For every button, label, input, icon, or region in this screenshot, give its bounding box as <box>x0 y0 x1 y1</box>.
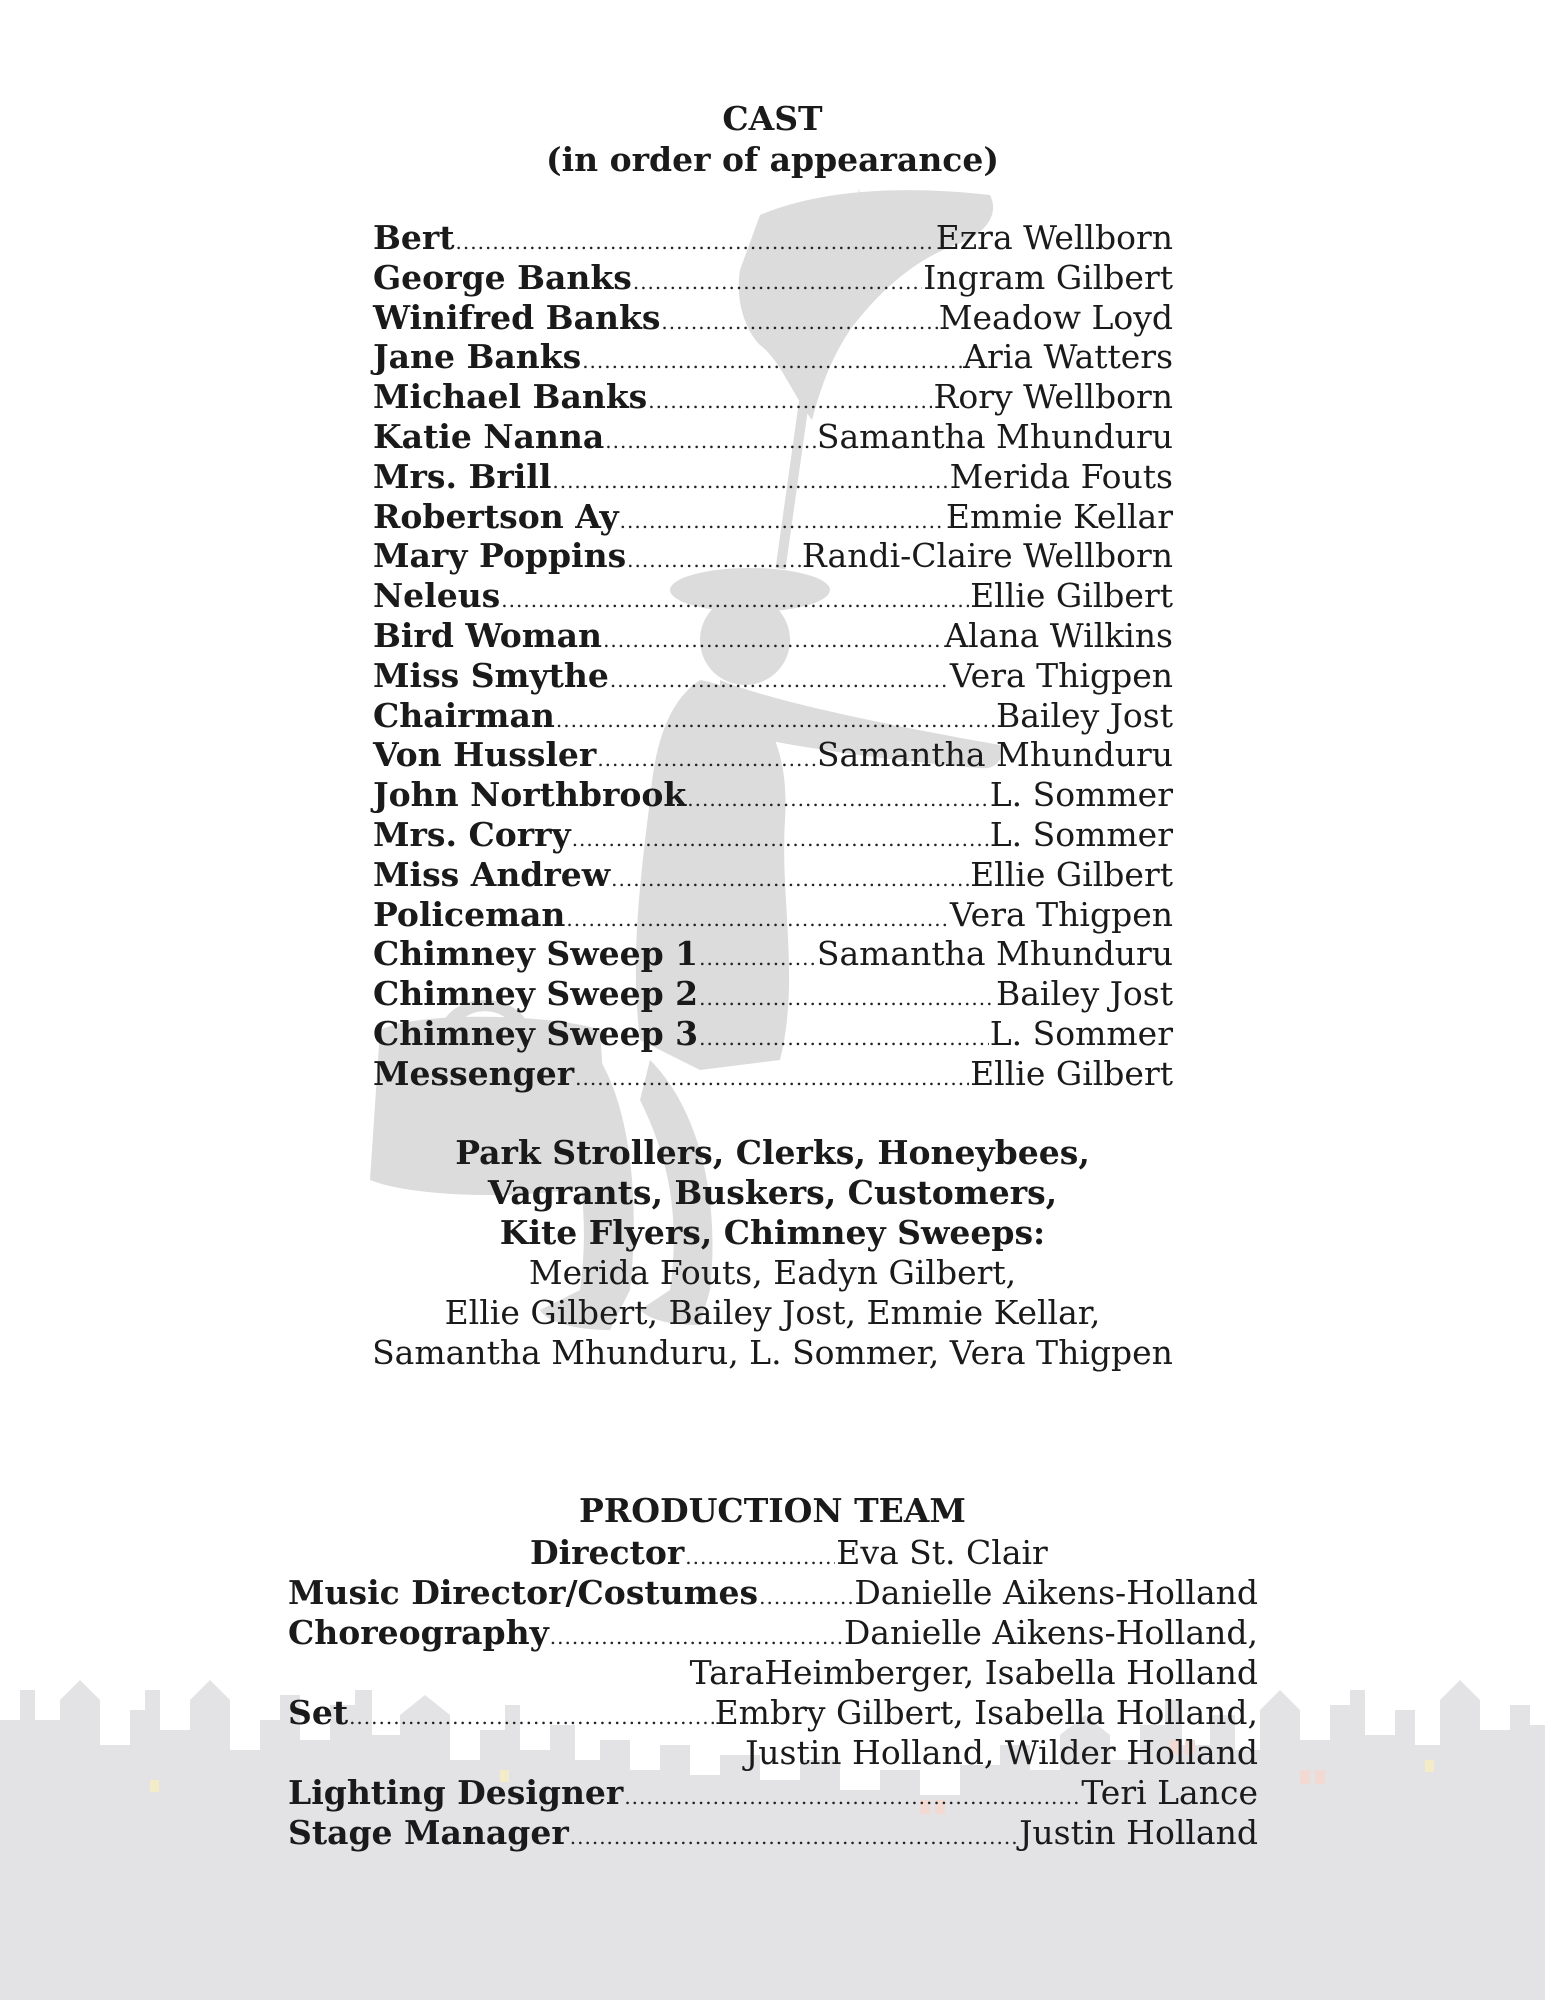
cast-title: CAST <box>722 99 823 138</box>
crew-name: Embry Gilbert, Isabella Holland, <box>714 1693 1258 1732</box>
ensemble-heading-line: Park Strollers, Clerks, Honeybees, <box>455 1133 1090 1172</box>
role-name: Policeman <box>373 894 566 934</box>
dot-leader <box>570 1825 1018 1849</box>
cast-row <box>373 576 1173 616</box>
role-name: Chimney Sweep 2 <box>373 974 699 1014</box>
actor-name: Vera Thigpen <box>949 894 1173 934</box>
actor-name: Samantha Mhunduru <box>816 416 1173 456</box>
production-row-music <box>288 1573 1258 1613</box>
ensemble-heading-line: Kite Flyers, Chimney Sweeps: <box>499 1213 1046 1252</box>
cast-row <box>373 775 1173 815</box>
actor-name: Meadow Loyd <box>938 297 1173 337</box>
dot-leader <box>620 509 945 533</box>
dot-leader <box>699 1026 989 1050</box>
actor-name: Vera Thigpen <box>949 655 1173 695</box>
role-name: Miss Andrew <box>373 854 611 894</box>
actor-name: Ellie Gilbert <box>970 1053 1173 1093</box>
cast-row <box>373 815 1173 855</box>
actor-name: Samantha Mhunduru <box>816 934 1173 974</box>
ensemble-members-line: Samantha Mhunduru, L. Sommer, Vera Thigpen <box>372 1333 1173 1372</box>
dot-leader <box>566 907 948 931</box>
dot-leader <box>456 230 935 254</box>
actor-name: Ellie Gilbert <box>970 854 1173 894</box>
role-name: Director <box>530 1533 685 1572</box>
role-name: Winifred Banks <box>373 297 661 337</box>
production-row-choreography <box>288 1613 1258 1653</box>
actor-name: Samantha Mhunduru <box>816 735 1173 775</box>
dot-leader <box>685 1545 835 1569</box>
crew-name: Justin Holland <box>1019 1813 1258 1852</box>
role-name: Katie Nanna <box>373 416 605 456</box>
dot-leader <box>661 310 937 334</box>
cast-row <box>373 457 1173 497</box>
actor-name: Aria Watters <box>963 337 1173 377</box>
cast-row <box>373 337 1173 377</box>
dot-leader <box>575 1066 969 1090</box>
cast-row <box>373 377 1173 417</box>
dot-leader <box>699 946 816 970</box>
dot-leader <box>624 1785 1080 1809</box>
cast-row <box>373 974 1173 1014</box>
dot-leader <box>627 548 801 572</box>
crew-name-continued: TaraHeimberger, Isabella Holland <box>689 1653 1258 1692</box>
dot-leader <box>597 747 816 771</box>
cast-row <box>373 616 1173 656</box>
cast-row <box>373 1014 1173 1054</box>
role-name: Michael Banks <box>373 377 648 417</box>
actor-name: L. Sommer <box>989 814 1173 854</box>
role-name: Bert <box>373 218 455 257</box>
cast-row <box>373 218 1173 258</box>
cast-row <box>373 696 1173 736</box>
role-name: Mrs. Brill <box>373 456 552 496</box>
role-name: George Banks <box>373 257 632 297</box>
actor-name: Randi-Claire Wellborn <box>801 536 1173 576</box>
cast-row <box>373 855 1173 895</box>
dot-leader <box>349 1705 714 1729</box>
actor-name: Ezra Wellborn <box>935 218 1173 257</box>
dot-leader <box>552 469 948 493</box>
role-name: Miss Smythe <box>373 655 609 695</box>
role-name: Messenger <box>373 1053 575 1093</box>
cast-row <box>373 895 1173 935</box>
dot-leader <box>582 349 962 373</box>
actor-name: L. Sommer <box>989 1013 1173 1053</box>
cast-row <box>373 1054 1173 1094</box>
dot-leader <box>687 787 988 811</box>
role-name: Bird Woman <box>373 615 603 655</box>
dot-leader <box>648 389 932 413</box>
crew-name: Danielle Aikens-Holland <box>854 1573 1258 1612</box>
actor-name: Rory Wellborn <box>933 377 1173 417</box>
role-name: John Northbrook <box>373 775 687 815</box>
role-name: Jane Banks <box>373 337 582 377</box>
role-name: Mary Poppins <box>373 536 627 576</box>
actor-name: Emmie Kellar <box>945 496 1173 536</box>
role-name: Von Hussler <box>373 735 597 775</box>
cast-row <box>373 417 1173 457</box>
role-name: Set <box>288 1693 349 1732</box>
ensemble-members-line: Merida Fouts, Eadyn Gilbert, <box>528 1253 1017 1292</box>
role-name: Lighting Designer <box>288 1773 624 1812</box>
production-team-list <box>288 1533 1258 1853</box>
dot-leader <box>572 827 989 851</box>
crew-name-continued: Justin Holland, Wilder Holland <box>745 1733 1258 1772</box>
cast-row <box>373 497 1173 537</box>
dot-leader <box>610 668 949 692</box>
cast-row <box>373 735 1173 775</box>
role-name: Mrs. Corry <box>373 814 571 854</box>
actor-name: Ingram Gilbert <box>923 257 1173 297</box>
dot-leader <box>699 986 995 1010</box>
crew-name: Danielle Aikens-Holland, <box>843 1613 1258 1652</box>
actor-name: L. Sommer <box>989 775 1173 815</box>
production-row-lighting <box>288 1773 1258 1813</box>
actor-name: Bailey Jost <box>996 695 1173 735</box>
production-team-title: PRODUCTION TEAM <box>579 1491 966 1530</box>
ensemble-section <box>0 1133 1545 1373</box>
dot-leader <box>556 708 995 732</box>
cast-row <box>373 298 1173 338</box>
cast-row <box>373 536 1173 576</box>
role-name: Chimney Sweep 1 <box>373 934 699 974</box>
dot-leader <box>501 588 969 612</box>
actor-name: Merida Fouts <box>949 456 1173 496</box>
role-name: Music Director/Costumes <box>288 1573 759 1612</box>
production-row-stage-manager <box>288 1813 1258 1853</box>
actor-name: Ellie Gilbert <box>970 576 1173 616</box>
cast-row <box>373 258 1173 298</box>
dot-leader <box>633 270 922 294</box>
dot-leader <box>611 867 969 891</box>
role-name: Stage Manager <box>288 1813 569 1852</box>
cast-row <box>373 934 1173 974</box>
cast-subtitle: (in order of appearance) <box>545 140 1000 179</box>
role-name: Robertson Ay <box>373 496 619 536</box>
dot-leader <box>605 429 816 453</box>
actor-name: Bailey Jost <box>996 974 1173 1014</box>
role-name: Chairman <box>373 695 555 735</box>
dot-leader <box>603 628 943 652</box>
crew-name: Eva St. Clair <box>836 1533 1048 1572</box>
dot-leader <box>550 1625 843 1649</box>
role-name: Chimney Sweep 3 <box>373 1013 699 1053</box>
dot-leader <box>759 1585 853 1609</box>
production-row-set <box>288 1693 1258 1733</box>
actor-name: Alana Wilkins <box>944 615 1173 655</box>
role-name: Choreography <box>288 1613 549 1652</box>
ensemble-heading-line: Vagrants, Buskers, Customers, <box>487 1173 1058 1212</box>
cast-list <box>373 218 1173 1094</box>
role-name: Neleus <box>373 576 501 616</box>
production-row-director <box>288 1533 1258 1573</box>
ensemble-members-line: Ellie Gilbert, Bailey Jost, Emmie Kellar, <box>444 1293 1101 1332</box>
cast-row <box>373 656 1173 696</box>
crew-name: Teri Lance <box>1081 1773 1258 1812</box>
